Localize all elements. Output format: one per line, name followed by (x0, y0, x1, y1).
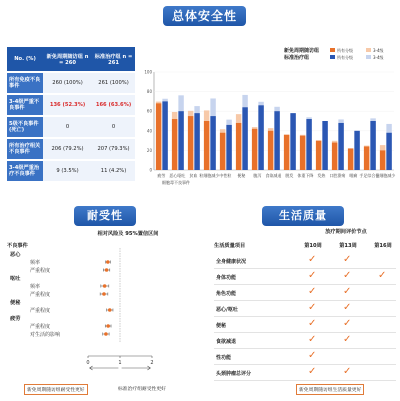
arrow-right-icon (122, 366, 151, 370)
tolerability-title: 耐受性 (74, 206, 136, 226)
bar-all-grades (364, 146, 369, 170)
x-tick-label: 贫血 (189, 173, 198, 178)
bar-all-grades (258, 105, 263, 170)
bar-all-grades (268, 131, 273, 170)
forest-item-label: 严重程度 (30, 324, 51, 330)
legend-label: 所有分级 (337, 48, 353, 53)
check-icon: ✓ (308, 334, 317, 345)
legend-swatch (330, 55, 335, 59)
y-tick-label: 40 (146, 128, 152, 134)
qol-row-divider (214, 380, 396, 381)
check-icon: ✓ (343, 286, 352, 297)
x-tick-label: 白细胞减少 (375, 173, 396, 178)
forest-tick-label: 1 (118, 360, 122, 366)
qol-row-header: 生活质量项目 (214, 243, 246, 249)
check-icon: ✓ (308, 318, 317, 329)
qol-row-label: 身体功能 (216, 275, 237, 281)
x-tick-label: 体重下降 (297, 173, 314, 178)
qol-row-divider (214, 348, 396, 349)
table-row-label: 5级不良事件(死亡) (7, 117, 43, 137)
qol-week-header: 第16周 (374, 243, 392, 249)
table-row-label: 3-4级严重治疗不良事件 (7, 161, 43, 181)
adverse-events-bar-chart (140, 42, 398, 192)
bar-all-grades (220, 133, 225, 170)
bar-all-grades (194, 113, 199, 170)
x-tick-label: 恶心呕吐 (169, 173, 186, 178)
check-icon: ✓ (308, 270, 317, 281)
table-cell-group1: 260 (100%) (43, 73, 92, 93)
bar-all-grades (156, 103, 161, 170)
table-row (7, 161, 135, 181)
table-row (7, 95, 135, 115)
table-header-col3: 标准治疗组 n = 261 (92, 47, 135, 71)
x-tick-label: 口腔溃疡 (329, 173, 346, 178)
y-tick-label: 60 (146, 108, 152, 114)
bar-all-grades (252, 129, 257, 170)
y-tick-label: 80 (146, 89, 152, 95)
x-tick-label: 粒细胞减少 (199, 173, 220, 178)
check-icon: ✓ (343, 302, 352, 313)
qol-row-divider (214, 268, 396, 269)
bar-all-grades (274, 111, 279, 170)
forest-item-label: 频率 (30, 260, 41, 266)
bar-all-grades (370, 121, 375, 170)
x-tick-label: 疲劳 (157, 173, 166, 178)
table-cell-group1: 9 (3.5%) (43, 161, 92, 181)
table-cell-group1: 136 (52.3%) (43, 95, 92, 115)
check-icon: ✓ (343, 366, 352, 377)
rr-point (106, 324, 110, 328)
safety-title: 总体安全性 (163, 6, 246, 26)
check-icon: ✓ (378, 270, 387, 281)
qol-week-header: 第13周 (339, 243, 357, 249)
qol-row-divider (214, 364, 396, 365)
qol-week-header: 第10周 (304, 243, 322, 249)
y-tick-label: 0 (149, 167, 152, 173)
x-tick-label: 咽痛 (349, 173, 358, 178)
forest-item-label: 严重程度 (30, 308, 51, 314)
table-cell-group2: 207 (79.3%) (92, 139, 135, 159)
bar-all-grades (332, 143, 337, 170)
forest-item-label: 频率 (30, 284, 41, 290)
qol-row-divider (214, 300, 396, 301)
forest-group-label: 恶心 (10, 252, 21, 258)
forest-plot (0, 248, 200, 384)
y-tick-label: 20 (146, 147, 152, 153)
rr-point (106, 260, 110, 264)
forest-tick-label: 2 (150, 360, 154, 366)
table-cell-group2: 166 (63.6%) (92, 95, 135, 115)
bar-all-grades (338, 123, 343, 170)
forest-tick-label: 0 (86, 360, 90, 366)
rr-point (104, 332, 108, 336)
bar-all-grades (178, 111, 183, 170)
bar-all-grades (290, 113, 295, 170)
legend-group1: 新免周期随访组 (284, 48, 320, 54)
rr-point (105, 268, 109, 272)
qol-row-label: 角色功能 (216, 291, 237, 297)
qol-title: 生活质量 (262, 206, 344, 226)
legend-swatch (330, 48, 335, 52)
legend-group2: 标准治疗组 (284, 55, 310, 61)
x-tick-label: 中性粒 (219, 173, 232, 178)
qol-row-divider (214, 284, 396, 285)
legend-label: 3-4级 (373, 48, 384, 53)
qol-footer: 新免周期随访组生活质量更好 (296, 384, 364, 395)
x-tick-label: 腹泻 (253, 173, 262, 178)
qol-row-divider (214, 316, 396, 317)
legend-swatch (366, 48, 371, 52)
forest-group-label: 呕吐 (10, 276, 21, 282)
ae-row-header: 不良事件 (7, 243, 28, 249)
safety-table (7, 45, 135, 183)
bar-all-grades (188, 116, 193, 170)
x-tick-label: 食欲减退 (265, 173, 282, 178)
rr-point (103, 284, 107, 288)
qol-row-label: 食欲减退 (216, 339, 237, 345)
table-row (7, 73, 135, 93)
x-tick-label: 发热 (317, 173, 326, 178)
bar-all-grades (210, 116, 215, 170)
qol-row-label: 便秘 (216, 323, 227, 329)
table-row (7, 117, 135, 137)
check-icon: ✓ (343, 318, 352, 329)
bar-all-grades (348, 148, 353, 170)
check-icon: ✓ (308, 350, 317, 361)
bar-all-grades (226, 125, 231, 170)
bar-all-grades (380, 150, 385, 170)
qol-col-header: 放疗期间评价节点 (325, 229, 367, 235)
x-tick-label: 脱发 (285, 173, 294, 178)
bar-all-grades (354, 131, 359, 170)
qol-row-divider (214, 332, 396, 333)
check-icon: ✓ (308, 286, 317, 297)
table-header-col1: No. (%) (7, 47, 43, 71)
qol-row-label: 性功能 (216, 355, 232, 361)
legend-label: 所有分级 (337, 55, 353, 60)
y-tick-label: 100 (144, 69, 152, 75)
bar-all-grades (172, 119, 177, 170)
rr-point (108, 308, 112, 312)
x-tick-label: 手足综合征 (359, 173, 380, 178)
bar-all-grades (204, 121, 209, 170)
legend-label: 3-4级 (373, 55, 384, 60)
bar-all-grades (322, 121, 327, 170)
check-icon: ✓ (308, 302, 317, 313)
bar-all-grades (300, 136, 305, 170)
x-axis-note: 细胞毒不良事件 (162, 180, 190, 185)
table-cell-group2: 11 (4.2%) (92, 161, 135, 181)
qol-row-label: 恶心/呕吐 (216, 307, 238, 313)
table-cell-group2: 261 (100%) (92, 73, 135, 93)
forest-item-label: 对生活的影响 (30, 332, 61, 338)
table-row (7, 139, 135, 159)
rr-point (102, 292, 106, 296)
qol-row-label: 头颈肿瘤总评分 (216, 371, 252, 377)
table-row-label: 所有治疗相关不良事件 (7, 139, 43, 159)
check-icon: ✓ (343, 270, 352, 281)
table-cell-group1: 0 (43, 117, 92, 137)
qol-row-label: 全身健康状况 (216, 259, 247, 265)
forest-group-label: 疲劳 (10, 316, 21, 322)
bar-all-grades (306, 119, 311, 170)
rr-ci-header: 相对风险及 95%置信区间 (97, 231, 159, 237)
tolerability-footer-right: 标准治疗组耐受性更好 (118, 387, 166, 392)
bar-all-grades (242, 107, 247, 170)
table-row-label: 3-4级严重不良事件 (7, 95, 43, 115)
forest-group-label: 便秘 (10, 300, 21, 306)
bar-all-grades (162, 101, 167, 170)
arrow-left-icon (90, 366, 119, 370)
x-tick-label: 便秘 (237, 173, 246, 178)
forest-item-label: 严重程度 (30, 268, 51, 274)
check-icon: ✓ (343, 254, 352, 265)
bar-all-grades (316, 141, 321, 170)
check-icon: ✓ (308, 366, 317, 377)
tolerability-footer-left: 新免周期随访组耐受性更好 (24, 384, 88, 395)
check-icon: ✓ (308, 254, 317, 265)
bar-all-grades (236, 123, 241, 170)
bar-all-grades (386, 133, 391, 170)
bar-all-grades (284, 135, 289, 170)
table-row-label: 所有免疫不良事件 (7, 73, 43, 93)
table-cell-group2: 0 (92, 117, 135, 137)
check-icon: ✓ (343, 334, 352, 345)
legend-swatch (366, 55, 371, 59)
table-header-col2: 新免周期随访组 n = 260 (43, 47, 92, 71)
table-cell-group1: 206 (79.2%) (43, 139, 92, 159)
forest-item-label: 严重程度 (30, 292, 51, 298)
